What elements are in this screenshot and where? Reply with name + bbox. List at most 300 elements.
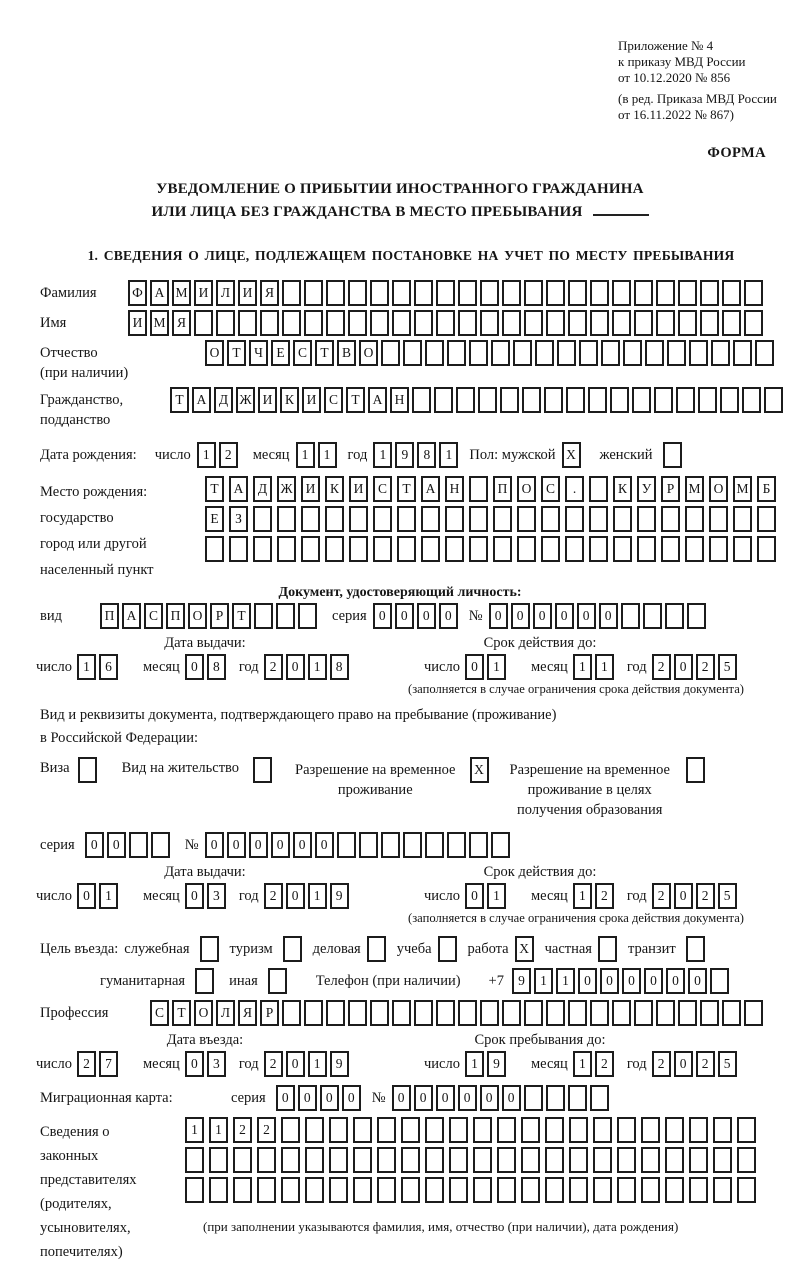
form-cell xyxy=(392,1000,411,1026)
form-cell xyxy=(456,387,475,413)
temp-residence-edu-label xyxy=(510,757,670,820)
form-cell xyxy=(349,536,368,562)
form-cell: 1 xyxy=(197,442,216,468)
form-cell: 2 xyxy=(77,1051,96,1077)
form-cell xyxy=(254,603,273,629)
form-cell xyxy=(185,1177,204,1203)
form-cell xyxy=(425,1147,444,1173)
day-label: число xyxy=(36,658,72,675)
form-cell xyxy=(216,310,235,336)
form-cell: 0 xyxy=(555,603,574,629)
birthplace-label-line1: Место рождения: xyxy=(40,484,148,500)
permit-number-cells xyxy=(205,832,513,858)
form-cell: 3 xyxy=(207,883,226,909)
birth-year-cells xyxy=(373,442,461,468)
form-cell xyxy=(588,387,607,413)
form-cell xyxy=(546,1085,565,1111)
stay-until-label: Срок пребывания до: xyxy=(474,1032,606,1048)
doc-issue-day-cells xyxy=(77,654,121,680)
permit-date-labels xyxy=(40,864,800,881)
form-cell xyxy=(524,310,543,336)
form-cell xyxy=(348,1000,367,1026)
form-cell xyxy=(661,506,680,532)
temp-residence-edu-checkbox xyxy=(686,757,708,783)
form-cell xyxy=(722,310,741,336)
form-cell: Р xyxy=(260,1000,279,1026)
form-cell xyxy=(377,1117,396,1143)
form-cell xyxy=(665,1117,684,1143)
form-cell: О xyxy=(205,340,224,366)
entry-purpose-label: Цель въезда: xyxy=(40,940,119,957)
doc-expiry-day-cells xyxy=(465,654,509,680)
form-cell: Т xyxy=(346,387,365,413)
form-cell xyxy=(381,340,400,366)
purpose-work-label: работа xyxy=(467,940,509,957)
form-cell: 8 xyxy=(330,654,349,680)
form-cell xyxy=(634,1000,653,1026)
form-cell xyxy=(434,387,453,413)
form-cell xyxy=(392,280,411,306)
sex-male-checkbox xyxy=(562,442,584,468)
doc-series-cells xyxy=(373,603,461,629)
form-cell xyxy=(353,1147,372,1173)
form-cell xyxy=(521,1147,540,1173)
month-label: месяц xyxy=(142,887,180,904)
form-cell xyxy=(373,536,392,562)
form-cell: 1 xyxy=(308,1051,327,1077)
form-cell: И xyxy=(128,310,147,336)
form-cell xyxy=(656,1000,675,1026)
patronymic-row xyxy=(40,340,800,383)
form-cell xyxy=(742,387,761,413)
permit-issue-date-label: Дата выдачи: xyxy=(164,864,246,880)
day-label: число xyxy=(424,887,460,904)
form-cell xyxy=(447,340,466,366)
sex-female-label: женский xyxy=(599,446,653,463)
birth-month-cells xyxy=(296,442,340,468)
form-cell: 0 xyxy=(77,883,96,909)
form-cell: 2 xyxy=(595,1051,614,1077)
form-cell xyxy=(353,1117,372,1143)
form-cell: 1 xyxy=(308,883,327,909)
form-cell: 0 xyxy=(674,883,693,909)
form-cell: 9 xyxy=(395,442,414,468)
appendix-line: к приказу МВД России xyxy=(618,54,746,69)
form-cell xyxy=(349,506,368,532)
form-cell xyxy=(541,536,560,562)
form-cell xyxy=(665,1147,684,1173)
form-cell xyxy=(326,310,345,336)
form-cell xyxy=(521,1117,540,1143)
form-cell: А xyxy=(368,387,387,413)
representatives-footnote: (при заполнении указываются фамилия, имя, отчество (при наличии), дата рождения) xyxy=(203,1219,679,1234)
form-cell xyxy=(282,1000,301,1026)
form-cell: О xyxy=(194,1000,213,1026)
representatives-cells xyxy=(185,1117,761,1235)
form-cell: Т xyxy=(315,340,334,366)
form-cell xyxy=(205,536,224,562)
form-cell xyxy=(569,1147,588,1173)
profession-cells xyxy=(150,1000,766,1026)
sex-female-checkbox xyxy=(663,442,685,468)
form-cell xyxy=(414,280,433,306)
form-cell xyxy=(257,1147,276,1173)
form-cell: А xyxy=(421,476,440,502)
form-cell xyxy=(643,603,662,629)
purpose-private-checkbox xyxy=(598,936,620,962)
entry-year-cells xyxy=(264,1051,352,1077)
form-cell xyxy=(755,340,774,366)
form-cell: А xyxy=(150,280,169,306)
form-cell xyxy=(700,1000,719,1026)
patronymic-cells xyxy=(205,340,777,366)
form-cell xyxy=(593,1147,612,1173)
form-cell: Д xyxy=(214,387,233,413)
form-cell xyxy=(257,1177,276,1203)
form-cell xyxy=(370,310,389,336)
birthplace-row1-cells xyxy=(205,476,781,502)
form-cell xyxy=(544,387,563,413)
form-cell xyxy=(568,280,587,306)
form-cell: 7 xyxy=(99,1051,118,1077)
form-cell: З xyxy=(229,506,248,532)
form-cell xyxy=(689,1177,708,1203)
form-cell: 0 xyxy=(286,654,305,680)
form-cell: 0 xyxy=(480,1085,499,1111)
form-cell xyxy=(521,1177,540,1203)
appendix-reference xyxy=(618,38,800,123)
appendix-line: Приложение № 4 xyxy=(618,38,714,53)
form-cell: Т xyxy=(232,603,251,629)
form-cell: 1 xyxy=(595,654,614,680)
year-label: год xyxy=(626,887,647,904)
form-cell xyxy=(590,1000,609,1026)
permit-expiry-footnote: (заполняется в случае ограничения срока действия документа) xyxy=(408,911,744,925)
form-cell xyxy=(392,310,411,336)
form-cell: О xyxy=(709,476,728,502)
form-cell xyxy=(425,1117,444,1143)
form-cell xyxy=(700,310,719,336)
phone-prefix: +7 xyxy=(488,972,504,989)
form-cell xyxy=(641,1147,660,1173)
form-cell: А xyxy=(229,476,248,502)
form-cell xyxy=(469,832,488,858)
form-cell xyxy=(678,1000,697,1026)
form-cell: 3 xyxy=(207,1051,226,1077)
form-cell: 9 xyxy=(487,1051,506,1077)
form-cell: А xyxy=(192,387,211,413)
temp-residence-checkbox xyxy=(470,757,492,783)
form-cell xyxy=(414,1000,433,1026)
form-cell: 1 xyxy=(318,442,337,468)
form-cell xyxy=(524,280,543,306)
form-cell: В xyxy=(337,340,356,366)
identity-doc-heading: Документ, удостоверяющий личность: xyxy=(278,585,522,600)
form-cell xyxy=(377,1177,396,1203)
form-cell: М xyxy=(685,476,704,502)
birthplace-row2-cells xyxy=(205,506,781,532)
form-cell: С xyxy=(373,476,392,502)
form-cell: 2 xyxy=(264,883,283,909)
form-cell: П xyxy=(493,476,512,502)
purpose-tourism-checkbox xyxy=(283,936,305,962)
form-cell: И xyxy=(194,280,213,306)
form-cell xyxy=(593,1117,612,1143)
form-cell xyxy=(601,340,620,366)
form-cell: X xyxy=(470,757,489,783)
form-cell: 0 xyxy=(644,968,663,994)
form-cell: 1 xyxy=(77,654,96,680)
permit-expiry-day-cells xyxy=(465,883,509,909)
doc-issue-date-label: Дата выдачи: xyxy=(164,635,246,651)
doc-series-label: серия xyxy=(332,607,367,624)
form-cell xyxy=(425,832,444,858)
migration-series-cells xyxy=(276,1085,364,1111)
form-cell xyxy=(621,603,640,629)
form-cell xyxy=(282,310,301,336)
form-cell: Е xyxy=(271,340,290,366)
form-cell xyxy=(737,1147,756,1173)
form-cell: 5 xyxy=(718,1051,737,1077)
form-cell: 8 xyxy=(207,654,226,680)
form-cell xyxy=(502,1000,521,1026)
form-cell xyxy=(277,506,296,532)
form-cell xyxy=(305,1117,324,1143)
form-cell: Б xyxy=(757,476,776,502)
form-cell: 0 xyxy=(439,603,458,629)
year-label: год xyxy=(626,658,647,675)
form-cell xyxy=(78,757,97,783)
form-cell: 0 xyxy=(286,883,305,909)
form-cell: С xyxy=(324,387,343,413)
temp-residence-label-line1: Разрешение на временное xyxy=(295,762,456,778)
surname-cells xyxy=(128,280,766,306)
form-cell xyxy=(425,1177,444,1203)
form-cell xyxy=(253,757,272,783)
resident-doc-types-row xyxy=(40,757,800,820)
form-cell: 0 xyxy=(276,1085,295,1111)
form-cell xyxy=(589,476,608,502)
form-cell xyxy=(524,1000,543,1026)
form-cell xyxy=(397,506,416,532)
form-cell: 2 xyxy=(652,1051,671,1077)
form-cell: 0 xyxy=(185,1051,204,1077)
patronymic-label xyxy=(40,340,205,383)
form-cell: 1 xyxy=(439,442,458,468)
permit-expiry-year-cells xyxy=(652,883,740,909)
form-cell xyxy=(637,506,656,532)
permit-issue-day-cells xyxy=(77,883,121,909)
representatives-row2-cells xyxy=(185,1147,761,1173)
form-cell: Ж xyxy=(236,387,255,413)
form-cell xyxy=(458,280,477,306)
doc-dates-row xyxy=(36,654,800,680)
form-cell: 0 xyxy=(489,603,508,629)
form-cell: 2 xyxy=(219,442,238,468)
phone-cells xyxy=(512,968,732,994)
form-cell xyxy=(678,280,697,306)
form-cell xyxy=(545,1117,564,1143)
form-cell xyxy=(497,1147,516,1173)
form-cell: 5 xyxy=(718,883,737,909)
given-name-label: Имя xyxy=(40,314,67,331)
form-cell xyxy=(253,536,272,562)
representatives-row1-cells xyxy=(185,1117,761,1143)
form-cell xyxy=(421,536,440,562)
form-cell xyxy=(568,310,587,336)
form-cell xyxy=(469,340,488,366)
form-cell xyxy=(195,968,214,994)
temp-residence-label xyxy=(295,757,455,800)
form-cell: Р xyxy=(661,476,680,502)
form-cell xyxy=(764,387,783,413)
permit-series-cells xyxy=(85,832,173,858)
form-cell: 1 xyxy=(487,883,506,909)
form-cell: 9 xyxy=(330,1051,349,1077)
birthplace-row3-cells xyxy=(205,536,781,562)
form-cell xyxy=(185,1147,204,1173)
year-label: год xyxy=(238,887,259,904)
migration-number-label: № xyxy=(371,1089,386,1106)
form-cell xyxy=(304,310,323,336)
form-cell: 0 xyxy=(320,1085,339,1111)
purpose-transit-label: транзит xyxy=(627,940,676,957)
form-cell xyxy=(656,310,675,336)
form-cell xyxy=(337,832,356,858)
form-cell: И xyxy=(238,280,257,306)
form-cell xyxy=(687,603,706,629)
form-cell xyxy=(502,280,521,306)
form-cell xyxy=(617,1147,636,1173)
form-cell xyxy=(480,1000,499,1026)
form-cell xyxy=(546,310,565,336)
temp-residence-edu-label-line3: получения образования xyxy=(517,802,663,818)
form-cell xyxy=(656,280,675,306)
stay-day-cells xyxy=(465,1051,509,1077)
birthplace-cells xyxy=(205,476,781,562)
form-cell: 0 xyxy=(600,968,619,994)
form-cell xyxy=(568,1085,587,1111)
form-cell xyxy=(397,536,416,562)
form-cell: 1 xyxy=(487,654,506,680)
form-cell: С xyxy=(150,1000,169,1026)
year-label: год xyxy=(238,1055,259,1072)
permit-issue-year-cells xyxy=(264,883,352,909)
entry-date-label: Дата въезда: xyxy=(166,1032,244,1048)
form-cell: 2 xyxy=(257,1117,276,1143)
form-cell: 0 xyxy=(511,603,530,629)
form-cell xyxy=(711,340,730,366)
form-cell xyxy=(449,1177,468,1203)
form-cell xyxy=(565,536,584,562)
form-cell: 0 xyxy=(577,603,596,629)
form-cell xyxy=(685,506,704,532)
purpose-other-label: иная xyxy=(229,972,258,989)
doc-number-label: № xyxy=(468,607,483,624)
entry-date-labels xyxy=(40,1032,800,1049)
visa-label: Виза xyxy=(40,760,70,776)
temp-residence-edu-label-line1: Разрешение на временное xyxy=(509,762,670,778)
purpose-study-checkbox xyxy=(438,936,460,962)
form-cell xyxy=(277,536,296,562)
form-cell: 0 xyxy=(185,883,204,909)
form-cell xyxy=(283,936,302,962)
form-cell xyxy=(238,310,257,336)
residence-permit-checkbox xyxy=(253,757,275,783)
form-cell xyxy=(569,1177,588,1203)
form-cell xyxy=(304,280,323,306)
form-cell xyxy=(458,310,477,336)
form-cell xyxy=(373,506,392,532)
form-cell xyxy=(305,1147,324,1173)
form-cell: 0 xyxy=(227,832,246,858)
form-cell xyxy=(612,1000,631,1026)
form-cell xyxy=(713,1147,732,1173)
month-label: месяц xyxy=(142,1055,180,1072)
profession-label: Профессия xyxy=(40,1004,109,1021)
representatives-row3-cells xyxy=(185,1177,761,1203)
migration-number-cells xyxy=(392,1085,612,1111)
appendix-edit-note: (в ред. Приказа МВД России xyxy=(618,91,777,106)
form-cell xyxy=(329,1177,348,1203)
form-cell xyxy=(565,506,584,532)
form-cell: 0 xyxy=(185,654,204,680)
migration-card-label: Миграционная карта: xyxy=(40,1089,173,1106)
permit-expiry-month-cells xyxy=(573,883,617,909)
form-cell: Д xyxy=(253,476,272,502)
form-cell xyxy=(329,1117,348,1143)
forma-label: ФОРМА xyxy=(707,145,766,161)
form-cell: 1 xyxy=(534,968,553,994)
form-cell xyxy=(517,506,536,532)
citizenship-row xyxy=(40,387,800,430)
form-cell: 0 xyxy=(395,603,414,629)
form-title-line2-text: ИЛИ ЛИЦА БЕЗ ГРАЖДАНСТВА В МЕСТО ПРЕБЫВАНИЯ xyxy=(151,204,583,220)
temp-residence-label-line2: проживание xyxy=(337,782,413,798)
form-cell xyxy=(665,603,684,629)
form-cell xyxy=(473,1147,492,1173)
form-cell xyxy=(301,536,320,562)
form-cell xyxy=(546,280,565,306)
form-cell: 0 xyxy=(622,968,641,994)
birthplace-block xyxy=(40,476,800,583)
form-cell xyxy=(497,1117,516,1143)
form-cell xyxy=(686,936,705,962)
citizenship-label-line1: Гражданство, xyxy=(40,392,124,408)
form-cell xyxy=(744,280,763,306)
doc-kind-label: вид xyxy=(40,607,62,624)
purpose-second-row xyxy=(100,968,800,994)
form-cell: 0 xyxy=(315,832,334,858)
patronymic-label-line1: Отчество xyxy=(40,345,98,361)
form-title xyxy=(0,178,800,224)
purpose-private-label: частная xyxy=(544,940,592,957)
form-cell xyxy=(298,603,317,629)
form-cell: Я xyxy=(260,280,279,306)
form-cell: 0 xyxy=(465,654,484,680)
form-cell xyxy=(637,536,656,562)
form-cell: 0 xyxy=(502,1085,521,1111)
form-cell xyxy=(589,506,608,532)
form-cell: Т xyxy=(227,340,246,366)
permit-number-label: № xyxy=(184,836,199,853)
birth-day-cells xyxy=(197,442,241,468)
representatives-label-line1: Сведения о xyxy=(40,1124,110,1140)
form-cell: 1 xyxy=(556,968,575,994)
form-cell: 9 xyxy=(330,883,349,909)
day-label: число xyxy=(36,1055,72,1072)
form-cell: . xyxy=(565,476,584,502)
